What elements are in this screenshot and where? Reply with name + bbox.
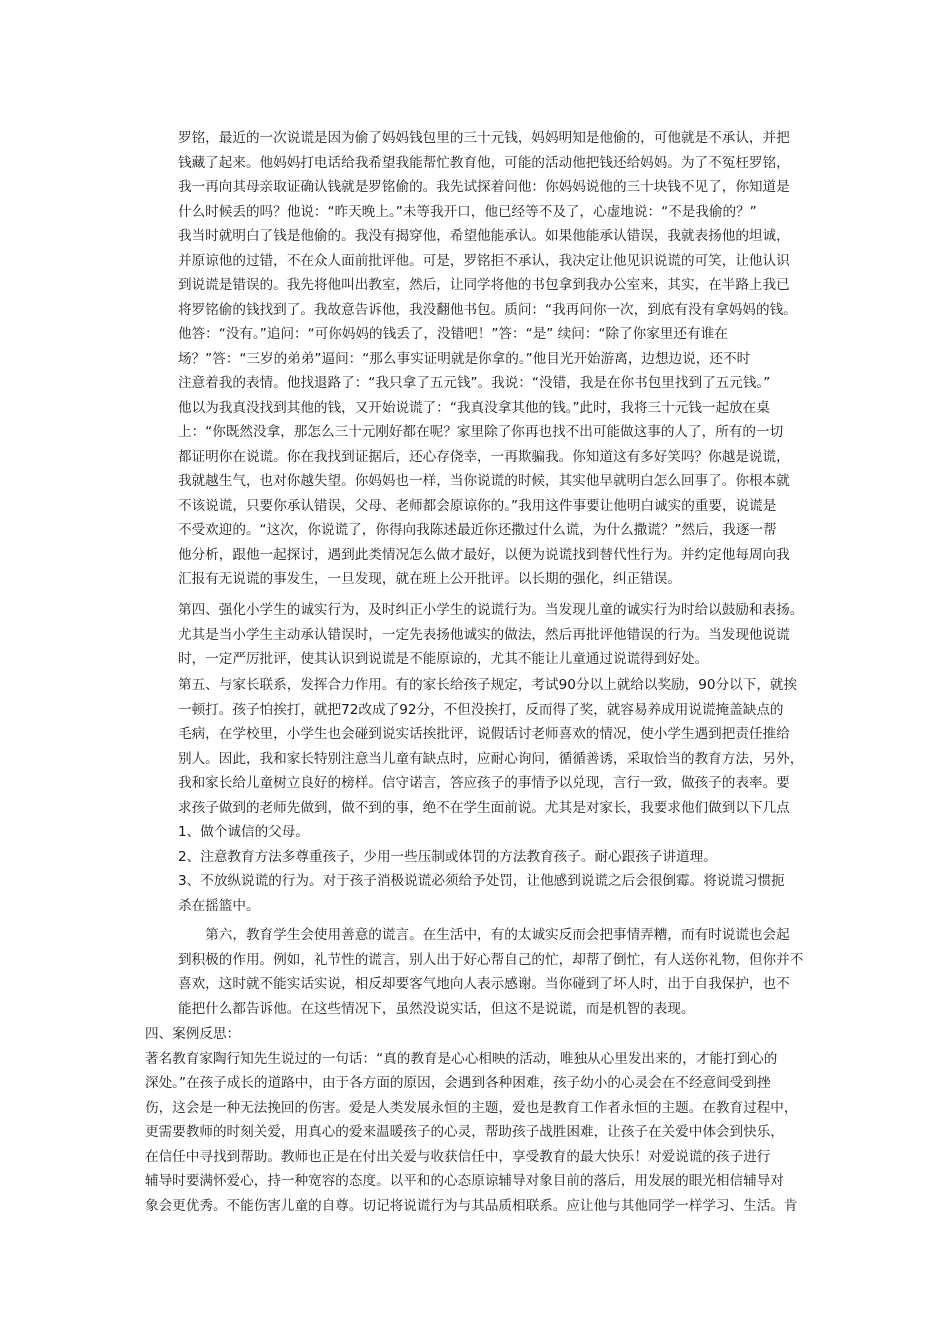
- text-line: 第五、与家长联系，发挥合力作用。有的家长给孩子规定，考试90分以上就给以奖励，90分以下，就挨: [178, 677, 798, 693]
- text-line: 时，一定严厉批评，使其认识到说谎是不能原谅的，尤其不能让儿童通过说谎得到好处。: [178, 651, 709, 667]
- text-line: 喜欢，这时就不能实话实说，相反却要客气地向人表示感谢。当你碰到了坏人时，出于自我保护，也不: [178, 976, 790, 992]
- text-line: 象会更优秀。不能伤害儿童的自尊。切记将说谎行为与其品质相联系。应让他与其他同学一样学习、生活。肯: [145, 1197, 798, 1214]
- text-line: 到积极的作用。例如，礼节性的谎言，别人出于好心帮自己的忙，却帮了倒忙，有人送你礼物，但你并不: [178, 951, 804, 968]
- text-line: 不该说谎，只要你承认错误，父母、老师都会原谅你的。”我用这件事要让他明白诚实的重要，说谎是: [178, 497, 777, 514]
- text-line: 伤，这会是一种无法挽回的伤害。爱是人类发展永恒的主题，爱也是教育工作者永恒的主题。在教育过程中，: [145, 1099, 798, 1116]
- text-line: 到说谎是错误的。我先将他叫出教室，然后，让同学将他的书包拿到我办公室来，其实，在半路上我已: [178, 277, 790, 293]
- text-line: 我就越生气，也对你越失望。你妈妈也一样，当你说谎的时候，其实他早就明白怎么回事了。你根本就: [178, 473, 790, 489]
- text-line: 别人。因此，我和家长特别注意当儿童有缺点时，应耐心询问，循循善诱，采取恰当的教育方法，另外，: [178, 750, 804, 767]
- text-line: 第六，教育学生会使用善意的谎言。在生活中，有的太诚实反而会把事情弄糟，而有时说谎也会起: [178, 927, 790, 943]
- text-line: 我和家长给儿童树立良好的榜样。信守诺言，答应孩子的事情予以兑现，言行一致，做孩子的表率。要: [178, 775, 790, 791]
- text-line: 辅导时要满怀爱心，持一种宽容的态度。以平和的心态原谅辅导对象目前的落后，用发展的眼光相信辅导对: [145, 1173, 784, 1189]
- text-line: 求孩子做到的老师先做到，做不到的事，绝不在学生面前说。尤其是对家长，我要求他们做到以下几点: [178, 799, 790, 816]
- text-line: 尤其是当小学生主动承认错误时，一定先表扬他诚实的做法，然后再批评他错误的行为。当发现他说谎: [178, 626, 790, 643]
- text-line: 在信任中寻找到帮助。教师也正是在付出关爱与收获信任中，享受教育的最大快乐！对爱说谎的孩子进行: [145, 1148, 771, 1165]
- text-line: 他分析，跟他一起探讨，遇到此类情况怎么做才最好，以便为说谎找到替代性行为。并约定他每周向我: [178, 546, 790, 563]
- text-line: 我当时就明白了钱是他偷的。我没有揭穿他，希望他能承认。如果他能承认错误，我就表扬他的坦诚，: [178, 228, 790, 244]
- text-line: 钱藏了起来。他妈妈打电话给我希望我能帮忙教育他，可能的活动他把钱还给妈妈。为了不冤枉罗铭，: [178, 154, 790, 171]
- case-description-paragraph: [178, 126, 797, 592]
- text-line: 并原谅他的过错，不在众人面前批评他。可是，罗铭拒不承认，我决定让他见识说谎的可笑，让他认识: [178, 252, 790, 269]
- text-line: 能把什么都告诉他。在这些情况下，虽然没说实话，但这不是说谎，而是机智的表现。: [178, 1000, 695, 1017]
- list-item: 1、做个诚信的父母。: [178, 824, 309, 840]
- text-line: 不受欢迎的。“这次，你说谎了，你得向我陈述最近你还撒过什么谎，为什么撒谎？”然后，我逐一帮: [178, 522, 777, 538]
- text-line: 场？”答：“三岁的弟弟”逼问：“那么事实证明就是你拿的。”他目光开始游离，边想边说，还不时: [178, 350, 751, 367]
- case-reflection-section: [145, 1022, 798, 1218]
- text-line: 汇报有无说谎的事发生，一旦发现，就在班上公开批评。以长期的强化，纠正错误。: [178, 571, 681, 587]
- text-line: 著名教育家陶行知先生说过的一句话：“真的教育是心心相映的活动，唯独从心里发出来的，才能打到心的: [145, 1050, 778, 1067]
- fifth-method-paragraph: [178, 673, 803, 918]
- text-line: 上：“你既然没拿，那怎么三十元刚好都在呢？家里除了你再也找不出可能做这事的人了，所有的一切: [178, 424, 784, 440]
- text-line: 他答：“没有。”追问：“可你妈妈的钱丢了，没错吧！”答：“是” 续问：“除了你家里还有谁在: [178, 326, 728, 342]
- text-line: 他以为我真没找到其他的钱，又开始说谎了：“我真没拿其他的钱。”此时，我将三十元钱一起放在桌: [178, 399, 770, 416]
- text-line: 注意着我的表情。他找退路了：“我只拿了五元钱”。我说：“没错，我是在你书包里找到了五元钱。”: [178, 375, 771, 391]
- text-line: 毛病，在学校里，小学生也会碰到说实话挨批评，说假话讨老师喜欢的情况，使小学生遇到把责任推给: [178, 726, 790, 742]
- text-line: 罗铭，最近的一次说谎是因为偷了妈妈钱包里的三十元钱，妈妈明知是他偷的，可他就是不承认，并把: [178, 130, 790, 146]
- text-line: 更需要教师的时刻关爱，用真心的爱来温暖孩子的心灵，帮助孩子战胜困难，让孩子在关爱中体会到快乐，: [145, 1124, 784, 1140]
- list-item-continuation: 杀在摇篮中。: [178, 897, 260, 914]
- text-line: 深处。”在孩子成长的道路中，由于各方面的原因，会遇到各种困难，孩子幼小的心灵会在不经意间受到挫: [145, 1075, 771, 1091]
- sixth-method-paragraph: [178, 923, 803, 1021]
- fourth-method-paragraph: [178, 598, 803, 672]
- text-line: 都证明你在说谎。你在我找到证据后，还心存侥幸，一再欺骗我。你知道这有多好笑吗？你越是说谎，: [178, 448, 790, 465]
- text-line: 我一再向其母亲取证确认钱就是罗铭偷的。我先试探着问他：你妈妈说他的三十块钱不见了，你知道是: [178, 179, 790, 195]
- list-item: 2、注意教育方法多尊重孩子，少用一些压制或体罚的方法教育孩子。耐心跟孩子讲道理。: [178, 848, 717, 865]
- text-line: 一顿打。孩子怕挨打，就把72改成了92分，不但没挨打，反而得了奖，就容易养成用说谎掩盖缺点的: [178, 701, 784, 718]
- list-item: 3、不放纵说谎的行为。对于孩子消极说谎必须给予处罚，让他感到说谎之后会很倒霉。将说谎习惯扼: [178, 873, 785, 889]
- text-line: 第四、强化小学生的诚实行为，及时纠正小学生的说谎行为。当发现儿童的诚实行为时给以鼓励和表扬。: [178, 602, 804, 618]
- text-line: 将罗铭偷的钱找到了。我故意告诉他，我没翻他书包。质问：“我再问你一次，到底有没有拿妈妈的钱。: [178, 301, 797, 318]
- section-heading: 四、案例反思：: [145, 1026, 241, 1042]
- text-line: 什么时候丢的吗？他说：“昨天晚上。”未等我开口，他已经等不及了，心虚地说：“不是我偷的？”: [178, 203, 757, 220]
